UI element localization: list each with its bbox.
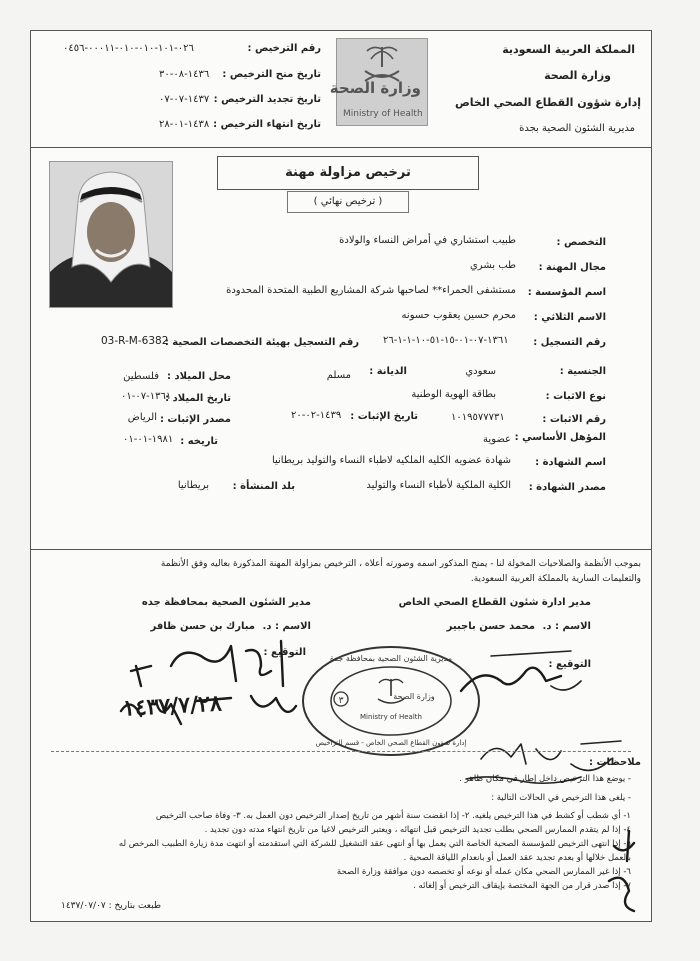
margin-handwriting xyxy=(599,821,649,921)
document-subtitle: ( ترخيص نهائي ) xyxy=(287,191,409,213)
id-source-label: مصدر الإثبات : xyxy=(159,414,231,425)
ministry-logo xyxy=(329,38,428,126)
religion-value: مسلم xyxy=(326,370,351,381)
field-label: مجال المهنة : xyxy=(538,262,606,273)
notes-divider xyxy=(51,751,631,752)
birthdate-label: تاريخ الميلاد : xyxy=(165,393,231,404)
birthplace-label: محل الميلاد : xyxy=(167,371,231,382)
license-document xyxy=(30,30,652,922)
specialty-value: طبيب استشاري في أمراض النساء والولادة xyxy=(339,235,516,246)
qualification-date-value: ١٩٨١-٠١-٠١ xyxy=(123,434,174,445)
specialty-label: التخصص : xyxy=(556,237,606,248)
qualification-value: عضوية xyxy=(483,434,511,445)
person-portrait-icon xyxy=(50,162,172,307)
ministry-name: وزارة الصحة xyxy=(544,69,611,82)
license-number-label: رقم الترخيص : xyxy=(247,43,321,54)
birthdate-value: ١٣٦١-٠٧-٠١ xyxy=(121,391,172,402)
religion-label: الديانة : xyxy=(369,366,407,377)
facility-value: مستشفى الحمراء** لصاحبها شركة المشاريع الطبية المتحدة المحدودة xyxy=(226,285,516,296)
certificate-value: شهادة عضويه الكليه الملكيه لاطباء النساء والتوليد بريطانيا xyxy=(271,455,511,466)
section-divider xyxy=(31,549,651,550)
document-title: ترخيص مزاولة مهنة xyxy=(217,156,479,190)
birthplace-value: فلسطين xyxy=(123,371,159,382)
authority-line-1: بموجب الأنظمة والصلاحيات المخولة لنا - يمنح المذكور اسمه وصورته أعلاه ، الترخيص بمزاولة المهنة المذكورة بعاليه وفق الأنظمة xyxy=(160,559,641,569)
right-signer-name: محمد حسن باجبير xyxy=(446,621,535,632)
left-signature-label: التوقيع : xyxy=(263,647,306,658)
certificate-source-value: الكلية الملكية لأطباء النساء والتوليد xyxy=(366,480,511,491)
registration-number-value: ١٣٦١-٠٧-٠١-١٥-٥١-١٠-١-١-٢٦ xyxy=(383,335,509,346)
notes-heading: ملاحظات : xyxy=(588,757,641,768)
origin-country-value: بريطانيا xyxy=(177,480,209,491)
id-date-label: تاريخ الإثبات : xyxy=(350,411,418,422)
left-signer-name: مبارك بن حسن ظافر xyxy=(150,621,255,632)
department-name: إدارة شؤون القطاع الصحي الخاص xyxy=(454,96,641,109)
issue-date-value: ١٤٣٦-٠٨-٣٠ xyxy=(159,69,210,80)
issue-date-label: تاريخ منح الترخيص : xyxy=(222,69,321,80)
note-4: ٤- إذا لم يتقدم الممارس الصحي بطلب تجديد الترخيص قبل انتهائه ، ويعتبر الترخيص لاغيا من تاريخ انتهاء مدته دون تجديد . xyxy=(204,825,631,835)
left-signer-name-label: الاسم : د. xyxy=(262,621,311,632)
expiry-date-value: ١٤٣٨-٠١-٢٨ xyxy=(159,119,210,130)
left-signer-title: مدير الشئون الصحية بمحافظة جده xyxy=(141,597,311,608)
nationality-label: الجنسية : xyxy=(559,366,606,377)
stamp-english: Ministry of Health xyxy=(360,713,422,721)
printed-date-label: طبعت بتاريخ : xyxy=(108,901,161,911)
certificate-label: اسم الشهادة : xyxy=(535,457,606,468)
right-signature-label: التوقيع : xyxy=(548,659,591,670)
logo-arabic-text: وزارة الصحة xyxy=(329,79,421,97)
note-1: - يوضع هذا الترخيص داخل إطار في مكان ظاهر . xyxy=(459,774,631,784)
id-type-label: نوع الاثبات : xyxy=(545,391,606,402)
header-section xyxy=(31,31,651,148)
holder-photo xyxy=(49,161,173,308)
stamp-outer-text: مديرية الشئون الصحية بمحافظة جدة xyxy=(330,654,452,663)
registration-number-label: رقم التسجيل : xyxy=(533,337,606,348)
directorate-name: مديرية الشئون الصحية بجدة xyxy=(519,123,635,134)
scfhs-label: رقم التسجيل بهيئة التخصصات الصحية : xyxy=(164,337,359,348)
note-7: ٧- إذا صدر قرار من الجهة المختصة بإيقاف الترخيص أو إلغائه . xyxy=(413,881,631,891)
qualification-label: المؤهل الأساسي : xyxy=(514,432,606,443)
expiry-date-label: تاريخ انتهاء الترخيص : xyxy=(213,119,321,130)
id-source-value: الرياض xyxy=(127,412,157,423)
note-3: ١- أي شطب أو كشط في هذا الترخيص يلغيه. ٢- إذا انقضت سنة أشهر من تاريخ إصدار الترخيص دون العمل به. ٣- وفاة صاحب الترخيص xyxy=(155,811,631,821)
id-date-value: ١٤٣٩-٠٢-٢٠ xyxy=(291,410,342,421)
palm-swords-icon xyxy=(365,47,399,81)
note-5: ٥- إذا انتهى الترخيص للمؤسسة الصحية الخاصة التي يعمل بها أو انتهى عقد التشغيل للشركة التي استقدمته أو انتهت مدة زيارة الطبيب المرخص له xyxy=(118,839,631,849)
stamp-number: ٣ xyxy=(338,696,344,706)
kingdom-name: المملكة العربية السعودية xyxy=(502,43,635,56)
id-number-value: ١٠١٩٥٧٧٧٣١ xyxy=(451,412,505,423)
name-value: محرم حسين يعقوب حسونه xyxy=(401,310,516,321)
license-number-value: ٠٢٦-١٠١-٠١٠-٠١٠-٠٠٠١١-٠٤٥٦ xyxy=(63,43,194,54)
stamp-inner-text: إدارة شؤون القطاع الصحي الخاص - قسم التراخيص xyxy=(315,739,467,747)
authority-line-2: والتعليمات السارية بالمملكة العربية السعودية. xyxy=(470,574,641,584)
certificate-source-label: مصدر الشهادة : xyxy=(528,482,606,493)
renew-date-value: ١٤٣٧-٠٧-٠٧ xyxy=(159,94,210,105)
qualification-date-label: تاريخه : xyxy=(180,436,218,447)
renew-date-label: تاريخ تجديد الترخيص : xyxy=(213,94,321,105)
scfhs-value: 03-R-M-6382 xyxy=(101,335,169,347)
note-5b: بالعمل خلالها أو بعدم تجديد عقد العمل أو بانعدام اللياقة الصحية . xyxy=(403,853,631,863)
id-type-value: بطاقة الهوية الوطنية xyxy=(411,389,496,400)
logo-english-text: Ministry of Health xyxy=(343,109,423,119)
field-value: طب بشري xyxy=(469,260,516,271)
origin-country-label: بلد المنشأة : xyxy=(232,481,295,492)
facility-label: اسم المؤسسة : xyxy=(527,287,606,298)
note-6: ٦- إذا غير الممارس الصحي مكان عمله أو نوعه أو تخصصه دون موافقة وزارة الصحة xyxy=(336,867,631,877)
right-signer-title: مدير ادارة شئون القطاع الصحي الخاص xyxy=(398,597,591,608)
nationality-value: سعودي xyxy=(465,366,496,377)
right-handwritten-signature xyxy=(451,646,601,706)
id-number-label: رقم الاثبات : xyxy=(542,414,606,425)
name-label: الاسم الثلاثي : xyxy=(533,312,606,323)
stamp-center-text: وزارة الصحة xyxy=(393,692,435,701)
note-2: - يلغى هذا الترخيص في الحالات التالية : xyxy=(491,793,631,803)
handwritten-date: ١٤٣٧/٧/٢٨ xyxy=(122,690,223,722)
printed-date-value: ١٤٣٧/٠٧/٠٧ xyxy=(61,901,106,911)
right-signer-name-label: الاسم : د. xyxy=(542,621,591,632)
